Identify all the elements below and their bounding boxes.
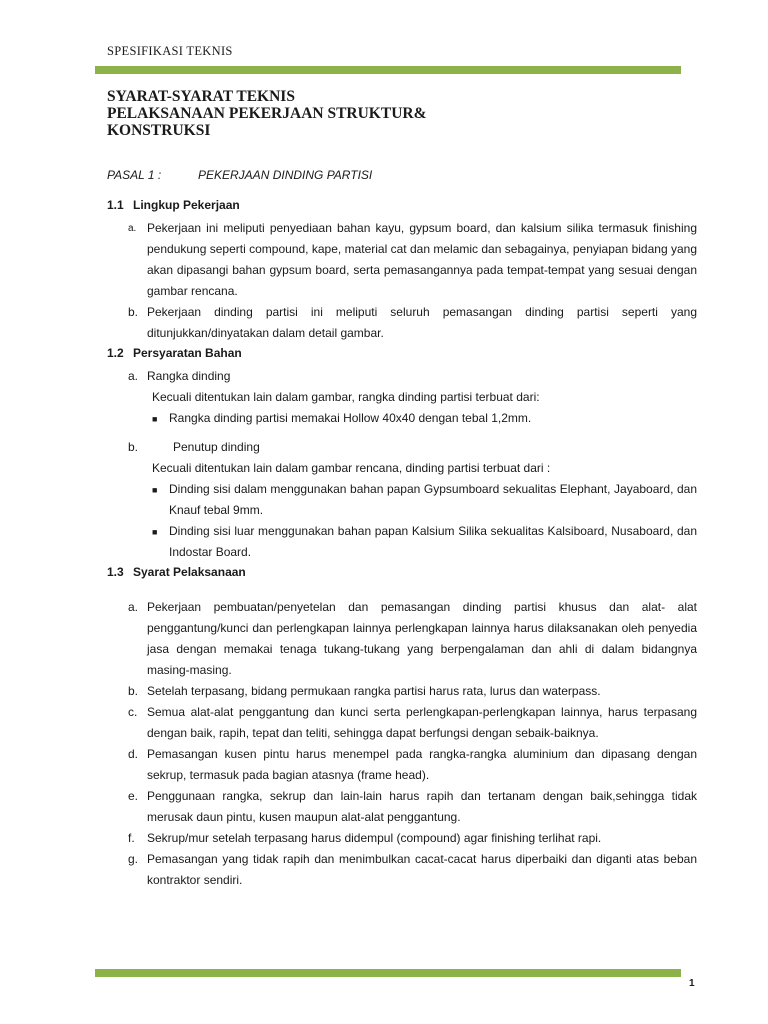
item-text: Pekerjaan dinding partisi ini meliputi seluruh pemasangan dinding partisi seperti yang ditunjukkan/dinyatakan dalam detail gambar. [147,305,697,340]
item-text: Pekerjaan ini meliputi penyediaan bahan kayu, gypsum board, dan kalsium silika termasuk finishing pendukung seperti compound, kape, material cat dan melamic dan sebagainya, penyiapan bidang yang akan dipasangi bahan gypsum board, serta pemasangannya pada tempat-tempat yang sesuai dengan gambar rencana. [147,221,697,298]
bullet-item [107,521,697,563]
item-label: b. [128,305,139,319]
item-label: a. [128,369,139,383]
article-label: PASAL 1 : [107,168,162,182]
section-title: Syarat Pelaksanaan [133,565,246,579]
item-text: Pemasangan yang tidak rapih dan menimbulkan cacat-cacat harus diperbaiki dan diganti atas beban kontraktor sendiri. [147,852,697,887]
item-label: b. [128,440,139,454]
list-item [107,597,697,681]
list-item [107,681,697,702]
section-number: 1.3 [107,565,124,579]
page-number: 1 [689,978,695,989]
bullet-text: Dinding sisi dalam menggunakan bahan papan Gypsumboard sekualitas Elephant, Jayaboard, dan Knauf tebal 9mm. [169,482,697,517]
item-label: e. [128,789,139,803]
bullet-item [107,479,697,521]
bullet-icon: ■ [152,485,158,495]
list-item [107,828,697,849]
item-label: a. [128,223,137,234]
item-text: Pekerjaan pembuatan/penyetelan dan pemasangan dinding partisi khusus dan alat- alat penggantung/kunci dan perlengkapan lainnya perlengkapan lainnya harus dilaksanakan oleh penyedia jasa dengan memakai tenaga tukang-tukang yang berpengalaman dan ahli di dalam bidangnya masing-masing. [147,600,697,677]
section-number: 1.1 [107,198,124,212]
list-item [107,218,697,302]
article-name: PEKERJAAN DINDING PARTISI [198,168,373,182]
document-title [107,88,427,139]
item-label: b. [128,684,139,698]
section-title: Lingkup Pekerjaan [133,198,240,212]
section-title: Persyaratan Bahan [133,346,242,360]
bullet-text: Rangka dinding partisi memakai Hollow 40x40 dengan tebal 1,2mm. [169,411,532,425]
item-label: g. [128,852,139,866]
list-item [107,437,697,458]
footer-divider [95,969,681,977]
item-label: c. [128,705,138,719]
section-heading [107,563,697,585]
bullet-icon: ■ [152,527,158,537]
item-text: Pemasangan kusen pintu harus menempel pada rangka-rangka aluminium dan dipasang dengan sekrup, termasuk pada bagian atasnya (frame head). [147,747,697,782]
section-heading [107,344,697,366]
section-heading [107,196,697,218]
list-item [107,744,697,786]
item-text: Penutup dinding [173,440,260,454]
title-line-2: PELAKSANAAN PEKERJAAN STRUKTUR& [107,105,427,122]
item-label: d. [128,747,139,761]
section-number: 1.2 [107,346,124,360]
paragraph: Kecuali ditentukan lain dalam gambar, rangka dinding partisi terbuat dari: [152,390,540,404]
header-divider [95,66,681,74]
article-heading [107,168,373,182]
item-text: Sekrup/mur setelah terpasang harus didempul (compound) agar finishing terlihat rapi. [147,831,602,845]
bullet-item [107,408,697,430]
list-item [107,702,697,744]
list-item [107,366,697,387]
bullet-text: Dinding sisi luar menggunakan bahan papan Kalsium Silika sekualitas Kalsiboard, Nusaboard, dan Indostar Board. [169,524,697,559]
document-body [107,196,697,891]
item-text: Penggunaan rangka, sekrup dan lain-lain harus rapih dan tertanam dengan baik,sehingga tidak merusak daun pintu, kusen maupun alat-alat penggantung. [147,789,697,824]
list-item [107,786,697,828]
item-text: Setelah terpasang, bidang permukaan rangka partisi harus rata, lurus dan waterpass. [147,684,601,698]
running-header: SPESIFIKASI TEKNIS [107,44,233,58]
title-line-3: KONSTRUKSI [107,122,211,139]
title-line-1: SYARAT-SYARAT TEKNIS [107,88,295,105]
list-item [107,849,697,891]
item-text: Rangka dinding [147,369,231,383]
bullet-icon: ■ [152,414,158,424]
item-label: a. [128,600,139,614]
item-label: f. [128,831,135,845]
item-text: Semua alat-alat penggantung dan kunci serta perlengkapan-perlengkapan lainnya, harus terpasang dengan baik, rapih, tepat dan teliti, sehingga dapat berfungsi dengan sebaik-baiknya. [147,705,697,740]
paragraph: Kecuali ditentukan lain dalam gambar rencana, dinding partisi terbuat dari : [152,461,551,475]
list-item [107,302,697,344]
